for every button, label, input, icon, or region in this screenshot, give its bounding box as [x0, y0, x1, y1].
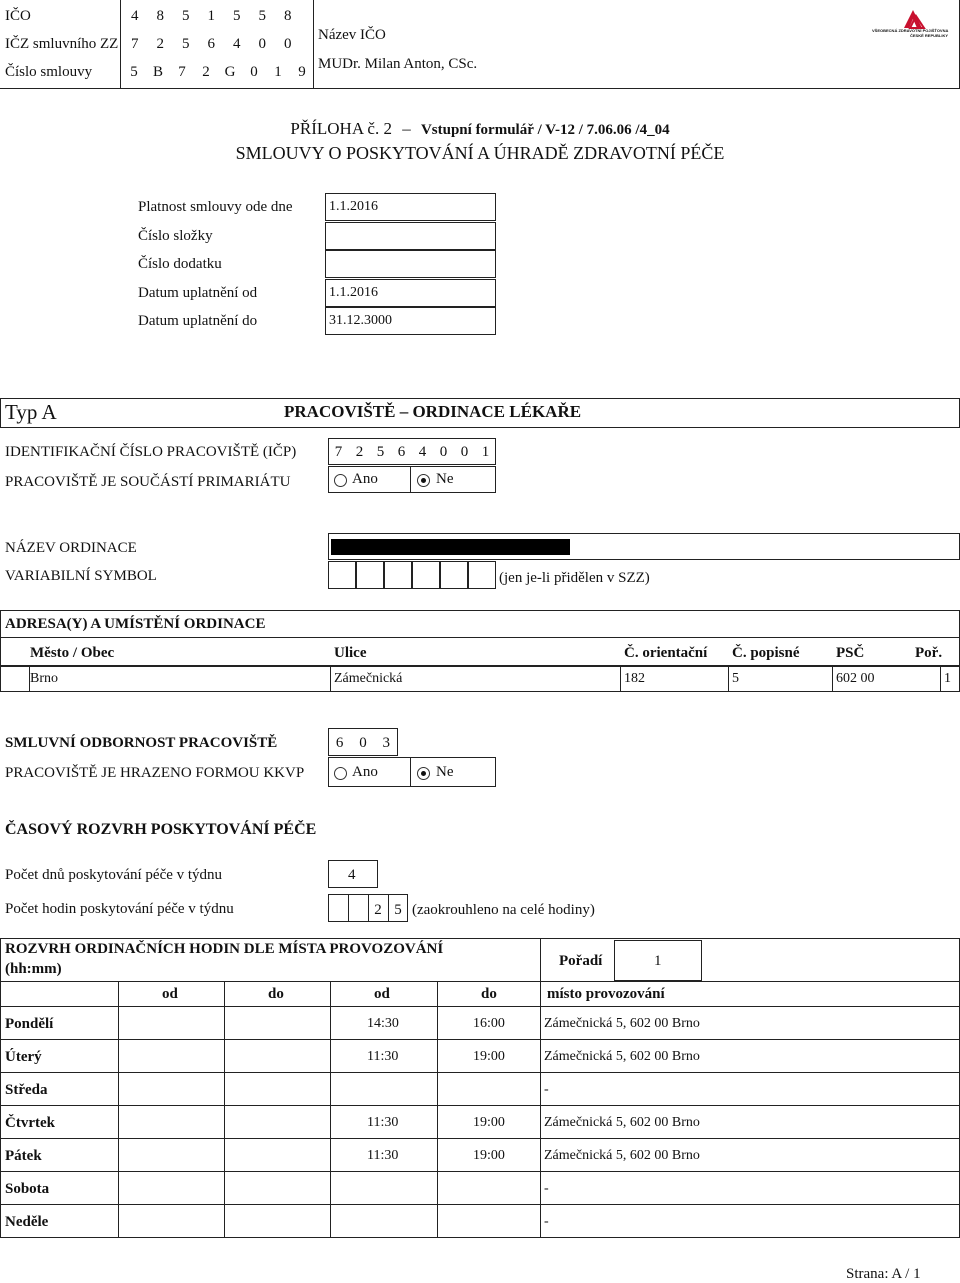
hours-header: od [374, 986, 390, 1002]
time-od2: 11:30 [367, 1115, 399, 1130]
address-cell: 1 [944, 671, 951, 686]
place: Zámečnická 5, 602 00 Brno [544, 1148, 700, 1163]
days-value: 4 [348, 867, 356, 883]
ico-digit: 5 [258, 8, 266, 24]
address-header: Poř. [915, 645, 943, 661]
form-title-line1 [0, 119, 960, 139]
icz-digit: 0 [258, 36, 266, 52]
primariat-yes-label: Ano [352, 471, 378, 487]
type-label: Typ A [5, 400, 57, 424]
address-title: ADRESA(Y) A UMÍSTĚNÍ ORDINACE [5, 616, 266, 632]
logo-text-2: ČESKÉ REPUBLIKY [910, 33, 949, 38]
vs-note: (jen je-li přidělen v SZZ) [499, 570, 650, 586]
day-label: Sobota [5, 1181, 50, 1197]
smlouva-label: Číslo smlouvy [5, 64, 93, 80]
icz-digit: 7 [131, 36, 139, 52]
icz-label: IČZ smluvního ZZ [5, 36, 119, 52]
validity-value: 1.1.2016 [329, 199, 378, 214]
redacted-name [331, 539, 570, 555]
vzp-logo [872, 8, 954, 36]
address-header: PSČ [836, 645, 865, 661]
address-header: Č. orientační [624, 645, 708, 661]
icp-digit: 5 [376, 444, 385, 460]
title-dash: – [402, 119, 411, 138]
icp-digit: 0 [460, 444, 469, 460]
time-do2: 16:00 [473, 1016, 505, 1031]
hours-row [0, 1040, 960, 1073]
hours-row [0, 1073, 960, 1106]
time-do2: 19:00 [473, 1049, 505, 1064]
day-label: Středa [5, 1082, 48, 1098]
poradi-divider [540, 938, 541, 982]
vs-cell[interactable] [328, 561, 356, 589]
page-number: Strana: A / 1 [846, 1266, 921, 1282]
smlouva-digit: 7 [178, 64, 186, 80]
address-header: Č. popisné [732, 645, 800, 661]
place: - [544, 1181, 549, 1196]
address-header-frame [0, 638, 960, 666]
time-do2: 19:00 [473, 1115, 505, 1130]
smlouva-digit: 2 [202, 64, 210, 80]
kkvp-label: PRACOVIŠTĚ JE HRAZENO FORMOU KKVP [5, 765, 305, 781]
smlouva-digit: B [152, 64, 163, 80]
icz-digit: 2 [156, 36, 164, 52]
title-suffix: Vstupní formulář / V-12 / 7.06.06 /4_04 [420, 122, 670, 138]
validity-label: Platnost smlouvy ode dne [138, 199, 293, 215]
ico-digit: 8 [284, 8, 292, 24]
hours-header: do [481, 986, 497, 1002]
validity-value: 1.1.2016 [329, 284, 378, 300]
kkvp-yes-label: Ano [352, 764, 378, 780]
nazev-ordinace-label: NÁZEV ORDINACE [5, 540, 137, 556]
hours-row [0, 1139, 960, 1172]
hours-row [0, 1205, 960, 1238]
smlouva-digit: 0 [250, 64, 258, 80]
day-label: Pátek [5, 1148, 42, 1164]
place: - [544, 1214, 549, 1229]
primariat-divider [410, 466, 411, 493]
icp-digit: 0 [439, 444, 448, 460]
address-header: Město / Obec [30, 645, 115, 661]
odbornost-digit: 3 [382, 735, 390, 751]
day-label: Neděle [5, 1214, 49, 1230]
validity-label: Datum uplatnění od [138, 284, 258, 301]
kkvp-no-radio[interactable] [417, 767, 430, 780]
icp-digit: 4 [418, 444, 427, 460]
address-cell: 602 00 [836, 671, 875, 686]
ico-digit: 8 [156, 8, 164, 24]
ico-digit: 5 [233, 8, 241, 24]
vs-cell[interactable] [440, 561, 468, 589]
icp-digit: 2 [355, 444, 364, 460]
vs-cell[interactable] [384, 561, 412, 589]
place: Zámečnická 5, 602 00 Brno [544, 1016, 700, 1031]
hours-label: Počet hodin poskytování péče v týdnu [5, 901, 234, 917]
address-row-frame [0, 666, 960, 692]
icz-digit: 0 [284, 36, 292, 52]
hours-header: od [162, 986, 178, 1002]
hours-row [0, 1106, 960, 1139]
smlouva-digit: 1 [274, 64, 282, 80]
icp-digit: 6 [397, 444, 406, 460]
icp-label: IDENTIFIKAČNÍ ČÍSLO PRACOVIŠTĚ (IČP) [5, 444, 297, 460]
validity-label: Číslo složky [138, 227, 213, 244]
hours-note: (zaokrouhleno na celé hodiny) [412, 902, 595, 918]
odbornost-digit: 0 [359, 735, 367, 751]
time-do2: 19:00 [473, 1148, 505, 1163]
hours-row [0, 1172, 960, 1205]
hours-digit-divider [388, 894, 389, 922]
hours-table-title-2: (hh:mm) [5, 961, 62, 977]
hours-digit: 2 [374, 902, 382, 918]
nazev-ico-value: MUDr. Milan Anton, CSc. [318, 56, 478, 72]
validity-label: Číslo dodatku [138, 256, 222, 272]
day-label: Úterý [5, 1049, 42, 1065]
title-prefix: PŘÍLOHA č. 2 [290, 119, 392, 138]
primariat-no-radio[interactable] [417, 474, 430, 487]
address-cell: Zámečnická [334, 671, 403, 686]
hours-header: místo provozování [547, 986, 665, 1002]
ico-digit: 4 [131, 8, 139, 24]
odbornost-digit: 6 [335, 735, 344, 751]
header-divider [120, 0, 121, 89]
poradi-label: Pořadí [559, 953, 603, 969]
time-od2: 11:30 [367, 1049, 399, 1064]
hours-row [0, 1007, 960, 1040]
hours-header-frame [0, 982, 960, 1007]
address-cell: Brno [30, 671, 58, 686]
place: - [544, 1082, 549, 1097]
logo-text-1: VŠEOBECNÁ ZDRAVOTNÍ POJIŠŤOVNA [872, 28, 949, 33]
address-cell-divider [832, 666, 833, 692]
validity-value: 31.12.3000 [329, 313, 392, 328]
validity-value-box [325, 250, 496, 278]
address-cell: 182 [624, 671, 645, 686]
hours-digit-divider [348, 894, 349, 922]
address-cell-divider [620, 666, 621, 692]
hours-digit-divider [368, 894, 369, 922]
schedule-title: ČASOVÝ ROZVRH POSKYTOVÁNÍ PÉČE [5, 821, 317, 838]
hours-digit: 5 [394, 902, 402, 918]
icp-digit: 7 [334, 444, 343, 460]
time-od2: 11:30 [367, 1148, 399, 1163]
kkvp-divider [410, 757, 411, 787]
address-cell: 5 [732, 671, 739, 686]
type-title: PRACOVIŠTĚ – ORDINACE LÉKAŘE [284, 402, 582, 421]
address-cell-divider [728, 666, 729, 692]
address-header: Ulice [334, 645, 367, 661]
kkvp-yes-radio[interactable] [334, 767, 347, 780]
vzp-logo-icon [872, 8, 954, 30]
address-cell-divider [940, 666, 941, 692]
icz-digit: 5 [182, 36, 190, 52]
hours-table-title-1: ROZVRH ORDINAČNÍCH HODIN DLE MÍSTA PROVOZOVÁNÍ [5, 941, 444, 957]
odbornost-label: SMLUVNÍ ODBORNOST PRACOVIŠTĚ [5, 735, 278, 751]
vs-cell[interactable] [412, 561, 440, 589]
poradi-value: 1 [654, 953, 662, 969]
form-title-line2: SMLOUVY O POSKYTOVÁNÍ A ÚHRADĚ ZDRAVOTNÍ PÉČE [235, 143, 725, 163]
place: Zámečnická 5, 602 00 Brno [544, 1115, 700, 1130]
validity-value-box [325, 222, 496, 250]
primariat-yes-radio[interactable] [334, 474, 347, 487]
primariat-label: PRACOVIŠTĚ JE SOUČÁSTÍ PRIMARIÁTU [5, 474, 291, 490]
ico-digit: 5 [182, 8, 190, 24]
place: Zámečnická 5, 602 00 Brno [544, 1049, 700, 1064]
ico-digit: 1 [207, 8, 215, 24]
smlouva-digit: 5 [130, 64, 138, 80]
hours-header: do [268, 986, 284, 1002]
nazev-ico-label: Název IČO [318, 27, 386, 43]
primariat-no-label: Ne [436, 471, 454, 487]
address-cell-divider [330, 666, 331, 692]
smlouva-digit: 9 [298, 64, 306, 80]
icz-digit: 6 [207, 36, 215, 52]
time-od2: 14:30 [367, 1016, 399, 1031]
vs-cell[interactable] [468, 561, 496, 589]
ico-label: IČO [5, 8, 31, 24]
day-label: Čtvrtek [5, 1115, 55, 1131]
validity-label: Datum uplatnění do [138, 313, 258, 329]
icp-digit: 1 [481, 444, 490, 460]
icz-digit: 4 [233, 36, 241, 52]
vs-cell[interactable] [356, 561, 384, 589]
kkvp-no-label: Ne [436, 764, 454, 780]
day-label: Pondělí [5, 1016, 54, 1032]
days-label: Počet dnů poskytování péče v týdnu [5, 867, 223, 883]
vs-label: VARIABILNÍ SYMBOL [5, 568, 157, 584]
smlouva-digit: G [224, 64, 236, 80]
